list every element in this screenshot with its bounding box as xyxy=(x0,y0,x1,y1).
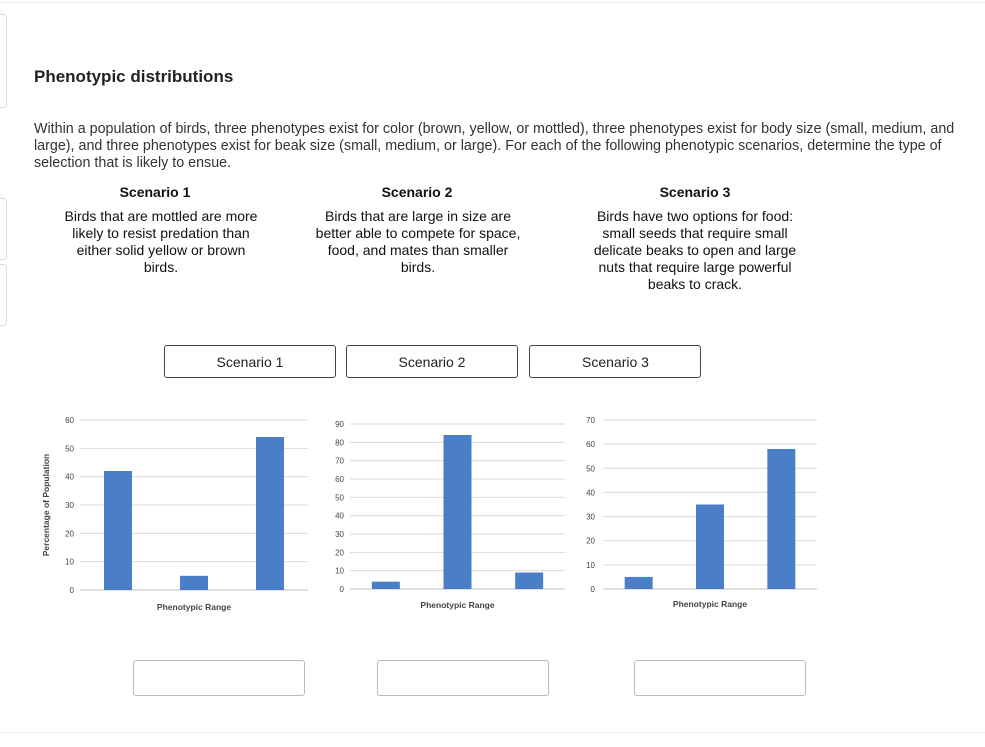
y-tick-label: 20 xyxy=(586,536,595,546)
y-tick-label: 60 xyxy=(586,440,595,450)
bar xyxy=(444,435,472,589)
y-tick-label: 20 xyxy=(335,548,344,558)
chart-scenario-1 xyxy=(40,405,310,620)
y-tick-label: 30 xyxy=(586,512,595,522)
bottom-divider xyxy=(0,732,985,733)
y-tick-label: 0 xyxy=(590,585,595,594)
y-tick-label: 30 xyxy=(65,501,74,510)
drag-label-scenario-1[interactable]: Scenario 1 xyxy=(164,345,336,378)
bar xyxy=(372,582,400,589)
y-tick-label: 10 xyxy=(65,557,74,567)
y-tick-label: 10 xyxy=(335,566,344,576)
y-tick-label: 0 xyxy=(69,586,74,595)
y-tick-label: 70 xyxy=(335,456,344,466)
side-tab[interactable] xyxy=(0,264,7,326)
drag-label-scenario-2[interactable]: Scenario 2 xyxy=(346,345,518,378)
scenario-1-heading: Scenario 1 xyxy=(119,184,191,200)
bar xyxy=(256,437,284,590)
answer-box-1[interactable] xyxy=(133,660,305,696)
chart-scenario-2 xyxy=(320,410,580,620)
bar xyxy=(104,471,132,590)
answer-box-2[interactable] xyxy=(377,660,549,696)
scenario-3-description: Birds have two options for food: small seeds that require small delicate beaks to open and large nuts that require large powerful beaks to crack. xyxy=(593,208,797,292)
side-tab[interactable] xyxy=(0,198,7,260)
y-tick-label: 40 xyxy=(335,511,344,521)
y-tick-label: 70 xyxy=(586,416,595,425)
y-tick-label: 40 xyxy=(586,488,595,498)
y-tick-label: 80 xyxy=(335,438,344,448)
y-tick-label: 60 xyxy=(65,416,74,425)
x-axis-label: Phenotypic Range xyxy=(156,602,232,612)
y-tick-label: 40 xyxy=(65,472,74,482)
scenario-2-description: Birds that are large in size are better able to compete for space, food, and mates than smaller birds. xyxy=(315,208,521,275)
bar xyxy=(180,576,208,590)
bar xyxy=(767,449,795,589)
x-axis-label: Phenotypic Range xyxy=(420,600,495,610)
bar xyxy=(625,577,653,589)
page-title: Phenotypic distributions xyxy=(34,67,234,86)
y-tick-label: 20 xyxy=(65,529,74,539)
y-tick-label: 50 xyxy=(65,444,74,454)
x-axis-label: Phenotypic Range xyxy=(672,599,748,609)
y-tick-label: 90 xyxy=(335,420,344,429)
bar xyxy=(696,505,724,590)
question-intro: Within a population of birds, three phenotypes exist for color (brown, yellow, or mottled), three phenotypes exist for body size (small, medium, and large), and three phenotypes exist for beak size (small, medium, or large). For each of the following phenotypic scenarios, determine the type of selection that is likely to ensue. xyxy=(34,121,955,171)
scenario-1-description: Birds that are mottled are more likely to resist predation than either solid yellow or brown birds. xyxy=(64,208,258,275)
y-tick-label: 50 xyxy=(335,493,344,503)
scenario-3-heading: Scenario 3 xyxy=(659,184,731,200)
chart-scenario-3 xyxy=(575,410,825,620)
y-axis-label: Percentage of Population xyxy=(41,453,51,557)
side-tab[interactable] xyxy=(0,14,7,108)
drag-label-scenario-3[interactable]: Scenario 3 xyxy=(529,345,701,378)
y-tick-label: 30 xyxy=(335,530,344,539)
top-divider xyxy=(0,2,985,3)
y-tick-label: 0 xyxy=(339,585,344,594)
scenario-2-heading: Scenario 2 xyxy=(381,184,453,200)
bar xyxy=(515,573,543,590)
y-tick-label: 60 xyxy=(335,475,344,484)
answer-box-3[interactable] xyxy=(634,660,806,696)
y-tick-label: 10 xyxy=(586,560,595,570)
y-tick-label: 50 xyxy=(586,464,595,474)
